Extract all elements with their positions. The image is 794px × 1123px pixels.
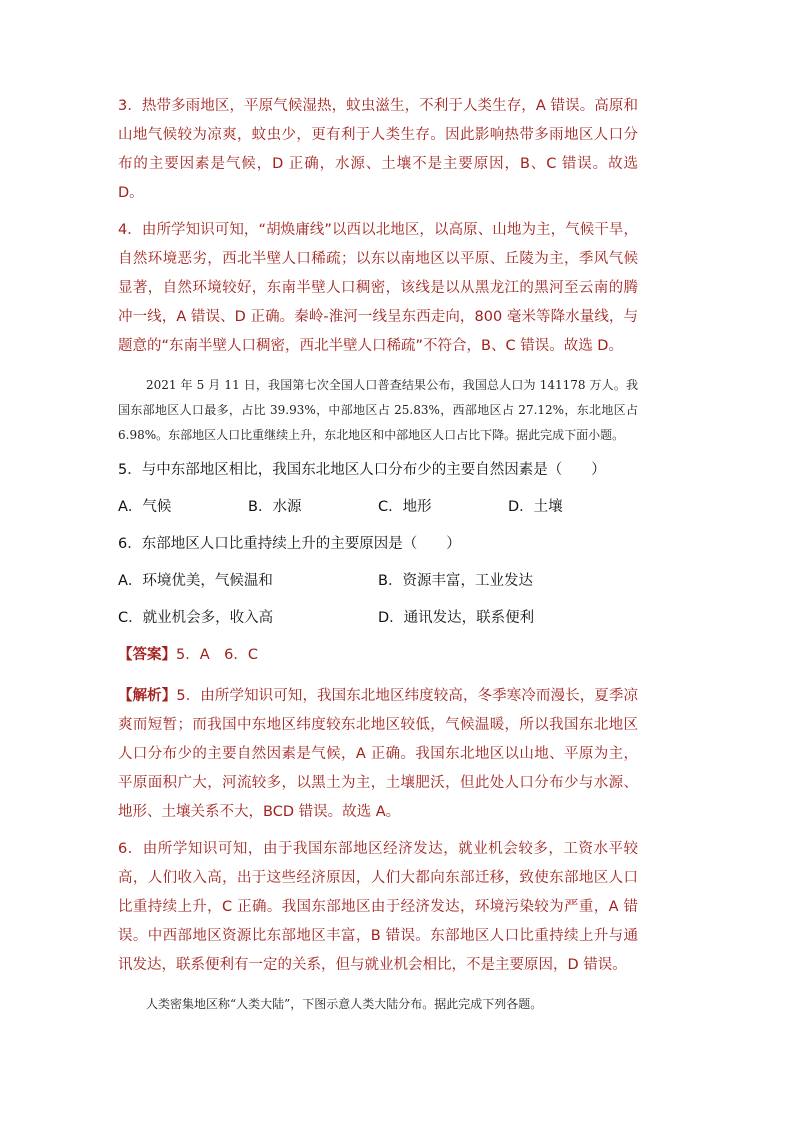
analysis-item-5-text: 5．由所学知识可知，我国东北地区纬度较高，冬季寒冷而漫长，夏季凉爽而短暂；而我国中东地区纬度较东北地区较低，气候温暖，所以我国东北地区人口分布少的主要自然因素是气候，A 正确。我国东北地区以山地、平原为主，平原面积广大，河流较多，以黑土为主，土壤肥沃，但此处人口分布少与水源、地形、土壤关系不大，BCD 错误。故选 A。	[118, 688, 638, 820]
next-reading-passage: 人类密集地区称“人类大陆”，下图示意人类大陆分布。据此完成下列各题。	[146, 997, 543, 1011]
question-6-options-row-1	[118, 567, 638, 596]
answer-line	[118, 641, 638, 670]
question-6-option-d: D．通讯发达，联系便利	[378, 610, 535, 626]
analysis-tag: 【解析】	[118, 688, 177, 704]
reading-passage: 2021 年 5 月 11 日，我国第七次全国人口普查结果公布，我国总人口为 141178 万人。我国东部地区人口最多，占比 39.93%，中部地区占 25.83%，西部地区占 27.12%，东北地区占 6.98%。东部地区人口比重继续上升，东北地区和中部地区人口占比下降。据此完成下面小题。	[118, 378, 638, 442]
explanation-item-4: 4．由所学知识可知，“胡焕庸线”以西以北地区，以高原、山地为主，气候干旱，自然环境恶劣，西北半壁人口稀疏；以东以南地区以平原、丘陵为主，季风气候显著，自然环境较好，东南半壁人口稠密，该线是以从黑龙江的黑河至云南的腾冲一线，A 错误、D 正确。秦岭-淮河一线呈东西走向，800 毫米等降水量线，与题意的“东南半壁人口稠密，西北半壁人口稀疏”不符合，B、C 错误。故选 D。	[118, 222, 638, 354]
analysis-item-6: 6．由所学知识可知，由于我国东部地区经济发达，就业机会较多，工资水平较高，人们收入高，出于这些经济原因，人们大都向东部迁移，致使东部地区人口比重持续上升，C 正确。我国东部地区由于经济发达，环境污染较为严重，A 错误。中西部地区资源比东部地区丰富，B 错误。东部地区人口比重持续上升与通讯发达，联系便利有一定的关系，但与就业机会相比，不是主要原因，D 错误。	[118, 841, 638, 973]
question-5-option-b: B．水源	[248, 499, 302, 515]
explanation-item-3: 3．热带多雨地区，平原气候湿热，蚊虫滋生，不利于人类生存，A 错误。高原和山地气候较为凉爽，蚊虫少，更有利于人类生存。因此影响热带多雨地区人口分布的主要因素是气候，D 正确，水源、土壤不是主要原因，B、C 错误。故选 D。	[118, 98, 638, 201]
question-5-stem: 5．与中东部地区相比，我国东北地区人口分布少的主要自然因素是（ ）	[118, 462, 606, 478]
question-6-options-row-2	[118, 604, 638, 633]
question-6-option-b: B．资源丰富，工业发达	[378, 573, 533, 589]
question-6-option-c: C．就业机会多，收入高	[118, 610, 274, 626]
question-6-option-a: A．环境优美，气候温和	[118, 573, 273, 589]
question-5-options	[118, 493, 638, 522]
document-page	[118, 92, 638, 1017]
analysis-item-5	[118, 682, 638, 827]
question-6-stem: 6．东部地区人口比重持续上升的主要原因是（ ）	[118, 536, 461, 552]
question-5-option-d: D．土壤	[508, 499, 563, 515]
answer-text: 5．A 6．C	[176, 647, 258, 663]
answer-tag: 【答案】	[118, 647, 176, 663]
question-5-option-a: A．气候	[118, 499, 172, 515]
question-5-option-c: C．地形	[378, 499, 432, 515]
